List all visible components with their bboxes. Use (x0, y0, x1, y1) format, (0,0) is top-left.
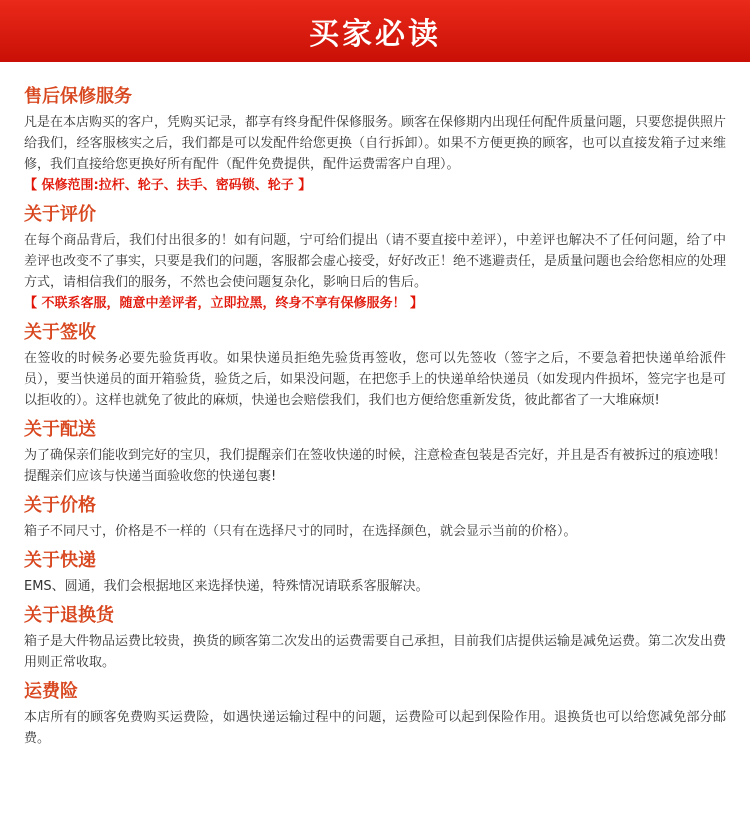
section-title: 关于退换货 (24, 605, 114, 626)
section-after-sales (24, 84, 726, 196)
header-banner (0, 0, 750, 62)
section-body: 箱子不同尺寸，价格是不一样的（只有在选择尺寸的同时，在选择颜色，就会显示当前的价格）。 (24, 524, 577, 539)
notice-content (0, 62, 750, 749)
section-body: 为了确保亲们能收到完好的宝贝，我们提醒亲们在签收快递的时候，注意检查包装是否完好，并且是否有被拆过的痕迹哦！提醒亲们应该与快递当面验收您的快递包裹! (24, 448, 727, 484)
page-title: 买家必读 (309, 17, 441, 52)
section-note: 【 不联系客服，随意中差评者，立即拉黑，终身不享有保修服务！ 】 (24, 296, 424, 311)
section-courier (24, 548, 726, 597)
section-price (24, 493, 726, 542)
section-body: EMS、圆通，我们会根据地区来选择快递，特殊情况请联系客服解决。 (24, 579, 429, 594)
section-shipping-insurance (24, 679, 726, 749)
section-title: 关于评价 (24, 204, 96, 225)
section-body: 在每个商品背后，我们付出很多的！如有问题，宁可给们提出（请不要直接中差评），中差评也解决不了任何问题，给了中差评也改变不了事实，只要是我们的问题，客服都会虚心接受，好好改正！绝不逃避责任，是质量问题也会给您相应的处理方式，请相信我们的服务，不然也会使问题复杂化，影响日后的售后。 (24, 233, 727, 290)
section-returns (24, 603, 726, 673)
section-body: 凡是在本店购买的客户，凭购买记录，都享有终身配件保修服务。顾客在保修期内出现任何配件质量问题，只要您提供照片给我们，经客服核实之后，我们都是可以发配件给您更换（自行拆卸）。如果不方便更换的顾客，也可以直接发箱子过来维修，我们直接给您更换好所有配件（配件免费提供，配件运费需客户自理）。 (24, 115, 727, 172)
section-title: 售后保修服务 (24, 86, 132, 107)
section-title: 运费险 (24, 681, 78, 702)
section-receipt (24, 320, 726, 411)
section-delivery (24, 417, 726, 487)
section-body: 在签收的时候务必要先验货再收。如果快递员拒绝先验货再签收，您可以先签收（签字之后，不要急着把快递单给派件员），要当快递员的面开箱验货，验货之后，如果没问题，在把您手上的快递单给快递员（如发现内件损坏，签完字也是可以拒收的）。这样也就免了彼此的麻烦，快递也会赔偿我们，我们也方便给您重新发货，彼此都省了一大堆麻烦! (24, 351, 726, 408)
section-note: 【 保修范围:拉杆、轮子、扶手、密码锁、轮子 】 (24, 178, 312, 193)
section-body: 本店所有的顾客免费购买运费险，如遇快递运输过程中的问题，运费险可以起到保险作用。退换货也可以给您减免部分邮费。 (24, 710, 726, 746)
section-body: 箱子是大件物品运费比较贵，换货的顾客第二次发出的运费需要自己承担，目前我们店提供运输是减免运费。第二次发出费用则正常收取。 (24, 634, 727, 670)
section-reviews (24, 202, 726, 314)
section-title: 关于配送 (24, 419, 96, 440)
section-title: 关于快递 (24, 550, 96, 571)
section-title: 关于签收 (24, 322, 96, 343)
section-title: 关于价格 (24, 495, 96, 516)
